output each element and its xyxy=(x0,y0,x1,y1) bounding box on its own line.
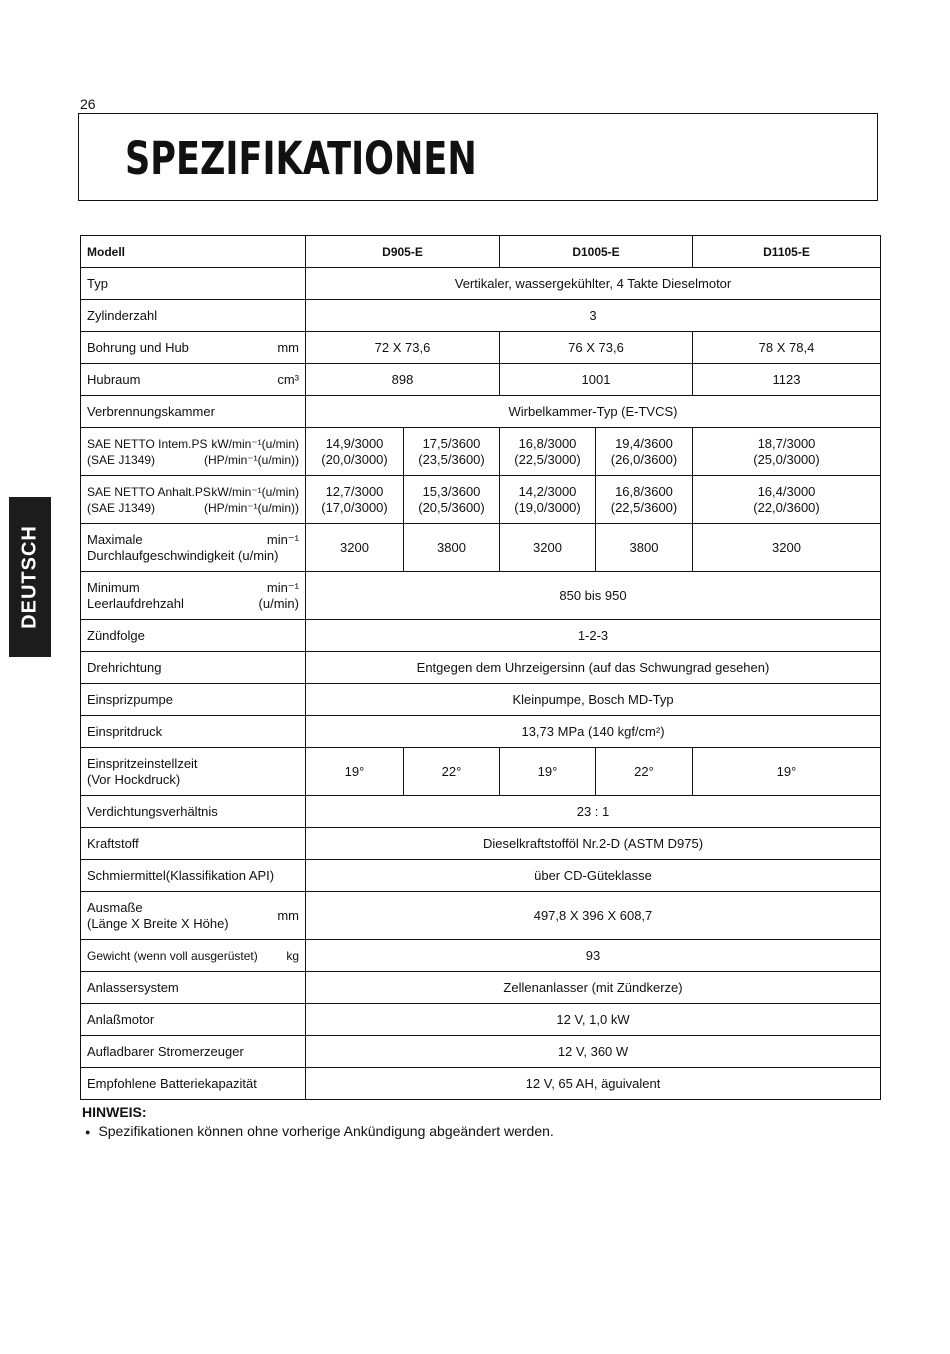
row-value: 22° xyxy=(404,748,500,796)
table-row xyxy=(81,1004,881,1036)
table-row xyxy=(81,940,881,972)
table-row xyxy=(81,796,881,828)
value-kw: 14,9/3000 xyxy=(325,435,384,451)
row-label xyxy=(81,892,306,940)
row-label-line: Leerlaufdrehzahl xyxy=(87,595,184,611)
value-kw: 19,4/3600 xyxy=(615,435,673,451)
value-hp: (26,0/3600) xyxy=(610,451,678,467)
row-value: über CD-Güteklasse xyxy=(306,860,881,892)
row-label xyxy=(81,748,306,796)
row-value xyxy=(404,428,500,476)
row-unit: (HP/min⁻¹(u/min)) xyxy=(204,500,299,515)
row-label: Aufladbarer Stromerzeuger xyxy=(81,1036,306,1068)
row-value xyxy=(404,476,500,524)
language-tab xyxy=(9,497,51,657)
row-value: 78 X 78,4 xyxy=(693,332,881,364)
row-value: Dieselkraftstofföl Nr.2-D (ASTM D975) xyxy=(306,828,881,860)
row-value: 93 xyxy=(306,940,881,972)
value-kw: 16,4/3000 xyxy=(757,483,816,499)
row-value: 19° xyxy=(306,748,404,796)
row-unit: (HP/min⁻¹(u/min)) xyxy=(204,452,299,467)
spec-table xyxy=(80,235,881,1100)
row-label-line: Ausmaße xyxy=(87,899,143,915)
row-value xyxy=(500,428,596,476)
row-value: 12 V, 65 AH, äguivalent xyxy=(306,1068,881,1100)
row-value xyxy=(596,476,693,524)
row-value: 72 X 73,6 xyxy=(306,332,500,364)
value-kw: 15,3/3600 xyxy=(422,483,481,499)
row-value: 850 bis 950 xyxy=(306,572,881,620)
row-unit: min⁻¹ xyxy=(266,531,299,547)
row-label xyxy=(81,332,306,364)
row-label xyxy=(81,940,306,972)
row-label: Kraftstoff xyxy=(81,828,306,860)
table-header-row xyxy=(81,236,881,268)
note xyxy=(85,1123,554,1139)
row-value: 1123 xyxy=(693,364,881,396)
row-value: 3200 xyxy=(500,524,596,572)
table-row xyxy=(81,300,881,332)
table-row xyxy=(81,364,881,396)
table-row xyxy=(81,716,881,748)
value-hp: (20,5/3600) xyxy=(418,499,485,515)
row-value: 1-2-3 xyxy=(306,620,881,652)
row-label: Zündfolge xyxy=(81,620,306,652)
row-label: Verbrennungskammer xyxy=(81,396,306,428)
row-label-line: Durchlaufgeschwindigkeit (u/min) xyxy=(87,547,279,563)
row-unit: (u/min) xyxy=(258,595,299,611)
row-value: 22° xyxy=(596,748,693,796)
table-row xyxy=(81,268,881,300)
row-unit: cm³ xyxy=(277,372,299,387)
row-label xyxy=(81,364,306,396)
table-row xyxy=(81,524,881,572)
table-row xyxy=(81,892,881,940)
table-row xyxy=(81,652,881,684)
row-value: 1001 xyxy=(500,364,693,396)
table-row xyxy=(81,428,881,476)
table-row xyxy=(81,332,881,364)
page-title: SPEZIFIKATIONEN xyxy=(125,132,477,185)
row-label xyxy=(81,524,306,572)
row-value: Vertikaler, wassergekühlter, 4 Takte Dieselmotor xyxy=(306,268,881,300)
row-label-line: (Vor Hockdruck) xyxy=(87,771,181,787)
row-value: 3 xyxy=(306,300,881,332)
row-label xyxy=(81,572,306,620)
value-hp: (19,0/3000) xyxy=(514,499,581,515)
row-value xyxy=(596,428,693,476)
row-label-line: Maximale xyxy=(87,531,143,547)
row-value: Kleinpumpe, Bosch MD-Typ xyxy=(306,684,881,716)
row-label: Verdichtungsverhältnis xyxy=(81,796,306,828)
row-value: 19° xyxy=(500,748,596,796)
row-value xyxy=(693,428,881,476)
row-label-text: Gewicht (wenn voll ausgerüstet) xyxy=(87,948,258,963)
header-model-d1105: D1105-E xyxy=(693,236,881,268)
row-value: Zellenanlasser (mit Zündkerze) xyxy=(306,972,881,1004)
row-unit: min⁻¹ xyxy=(266,579,299,595)
table-row xyxy=(81,1068,881,1100)
table-row xyxy=(81,972,881,1004)
row-unit: kW/min⁻¹(u/min) xyxy=(211,484,299,499)
row-value: 12 V, 360 W xyxy=(306,1036,881,1068)
row-value: 3200 xyxy=(306,524,404,572)
row-value xyxy=(693,476,881,524)
value-hp: (17,0/3000) xyxy=(321,499,388,515)
row-unit: kg xyxy=(286,948,299,963)
row-label: Anlaßmotor xyxy=(81,1004,306,1036)
row-value: 3800 xyxy=(596,524,693,572)
header-model-d905: D905-E xyxy=(306,236,500,268)
table-row xyxy=(81,396,881,428)
value-kw: 16,8/3000 xyxy=(518,435,577,451)
table-row xyxy=(81,1036,881,1068)
row-label xyxy=(81,428,306,476)
row-label: Drehrichtung xyxy=(81,652,306,684)
row-value: 13,73 MPa (140 kgf/cm²) xyxy=(306,716,881,748)
value-hp: (20,0/3000) xyxy=(321,451,388,467)
row-label-line: (Länge X Breite X Höhe) xyxy=(87,915,229,931)
table-row xyxy=(81,860,881,892)
value-hp: (23,5/3600) xyxy=(418,451,485,467)
row-label-text: Hubraum xyxy=(87,372,141,387)
value-kw: 16,8/3600 xyxy=(615,483,673,499)
row-value: 12 V, 1,0 kW xyxy=(306,1004,881,1036)
row-label-line: SAE NETTO Intem.PS xyxy=(87,436,208,451)
row-value: 19° xyxy=(693,748,881,796)
value-kw: 12,7/3000 xyxy=(325,483,384,499)
value-kw: 18,7/3000 xyxy=(757,435,816,451)
value-kw: 14,2/3000 xyxy=(518,483,577,499)
value-hp: (25,0/3000) xyxy=(753,451,820,467)
bullet-icon: ● xyxy=(85,1127,91,1138)
row-label-line: SAE NETTO Anhalt.PS xyxy=(87,484,211,499)
row-label-line: Minimum xyxy=(87,579,140,595)
row-label: Anlassersystem xyxy=(81,972,306,1004)
row-value: 898 xyxy=(306,364,500,396)
value-kw: 17,5/3600 xyxy=(422,435,481,451)
row-label: Einsprizpumpe xyxy=(81,684,306,716)
row-value xyxy=(306,476,404,524)
row-value: 3200 xyxy=(693,524,881,572)
value-hp: (22,5/3000) xyxy=(514,451,581,467)
row-label-text: Bohrung und Hub xyxy=(87,340,189,355)
row-label: Zylinderzahl xyxy=(81,300,306,332)
header-model-d1005: D1005-E xyxy=(500,236,693,268)
row-label xyxy=(81,476,306,524)
row-unit: mm xyxy=(277,340,299,355)
header-label: Modell xyxy=(81,236,306,268)
row-value: Wirbelkammer-Typ (E-TVCS) xyxy=(306,396,881,428)
table-row xyxy=(81,620,881,652)
row-unit: kW/min⁻¹(u/min) xyxy=(211,436,299,451)
row-value: 76 X 73,6 xyxy=(500,332,693,364)
page-number: 26 xyxy=(80,96,96,112)
row-value: 23 : 1 xyxy=(306,796,881,828)
row-label: Empfohlene Batteriekapazität xyxy=(81,1068,306,1100)
row-value xyxy=(306,428,404,476)
value-hp: (22,5/3600) xyxy=(610,499,678,515)
row-label-line: (SAE J1349) xyxy=(87,452,156,467)
row-value: 497,8 X 396 X 608,7 xyxy=(306,892,881,940)
row-label: Schmiermittel(Klassifikation API) xyxy=(81,860,306,892)
value-hp: (22,0/3600) xyxy=(753,499,820,515)
language-tab-label: DEUTSCH xyxy=(18,525,41,629)
row-label-line: (SAE J1349) xyxy=(87,500,156,515)
table-row xyxy=(81,828,881,860)
row-value xyxy=(500,476,596,524)
note-heading: HINWEIS: xyxy=(82,1104,147,1120)
row-value: Entgegen dem Uhrzeigersinn (auf das Schwungrad gesehen) xyxy=(306,652,881,684)
row-label: Einspritdruck xyxy=(81,716,306,748)
table-row xyxy=(81,748,881,796)
table-row xyxy=(81,572,881,620)
row-label-line: Einspritzeinstellzeit xyxy=(87,755,198,771)
row-label: Typ xyxy=(81,268,306,300)
note-text: Spezifikationen können ohne vorherige Ankündigung abgeändert werden. xyxy=(98,1123,554,1139)
table-row xyxy=(81,684,881,716)
title-box xyxy=(78,113,878,201)
row-unit: mm xyxy=(277,908,299,923)
table-row xyxy=(81,476,881,524)
row-value: 3800 xyxy=(404,524,500,572)
